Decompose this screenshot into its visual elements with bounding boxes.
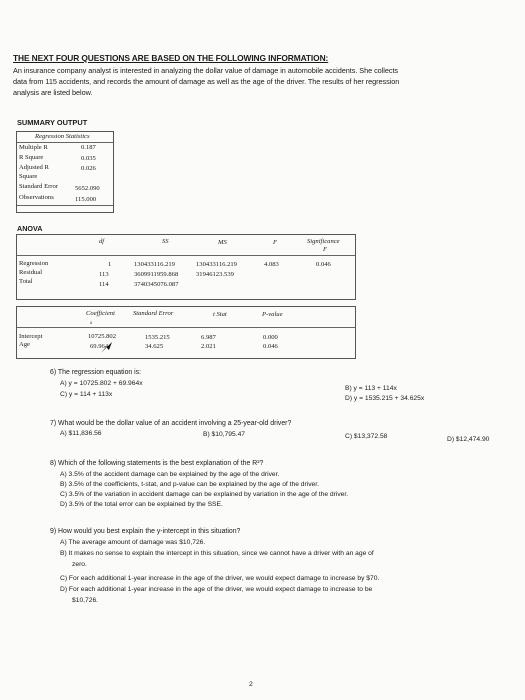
anova-header-f: F	[273, 239, 278, 246]
anova-row-label: Residual	[19, 269, 43, 276]
anova-header-significance-f: F	[323, 246, 328, 253]
regression-statistics-table	[16, 131, 114, 213]
q8-option-d: D) 3.5% of the total error can be explained by the SSE.	[60, 501, 223, 508]
anova-header-df: df	[99, 238, 105, 245]
q8-option-c: C) 3.5% of the variation in accident damage can be explained by variation in the age of the driver.	[60, 491, 349, 498]
q9-option-a: A) The average amount of damage was $10,726.	[60, 539, 206, 546]
coef-cell: 2.021	[201, 343, 216, 350]
coef-cell: 69.964	[90, 343, 109, 350]
anova-title: ANOVA	[17, 224, 43, 233]
anova-cell: 0.046	[316, 261, 331, 268]
q7-option-b: B) $10,795.47	[203, 431, 246, 438]
q9-option-d-line-2: $10,726.	[72, 597, 99, 604]
coef-cell: 34.625	[145, 343, 164, 350]
question-7-stem: 7) What would be the dollar value of an accident involving a 25-year-old driver?	[50, 420, 292, 427]
anova-table	[16, 234, 356, 300]
coefficients-table	[16, 306, 356, 359]
anova-cell: 114	[99, 281, 109, 288]
q9-option-c: C) For each additional 1-year increase in the age of the driver, we would expect damage to increase by $70.	[60, 575, 380, 582]
coef-header-p-value: P-value	[262, 311, 283, 318]
section-header: THE NEXT FOUR QUESTIONS ARE BASED ON THE FOLLOWING INFORMATION:	[13, 53, 329, 63]
stats-label: Square	[19, 173, 38, 180]
stats-value: 0.035	[81, 155, 96, 162]
coef-header-standard-error: Standard Error	[133, 310, 174, 317]
anova-header-significance: Significance	[307, 238, 340, 245]
question-8-stem: 8) Which of the following statements is the best explanation of the R²?	[50, 460, 264, 467]
q6-option-c: C) y = 114 + 113x	[60, 391, 113, 398]
q7-option-c: C) $13,372.58	[345, 433, 388, 440]
stats-label: R Square	[19, 154, 44, 161]
q7-option-a: A) $11,836.56	[60, 430, 102, 437]
summary-title: SUMMARY OUTPUT	[17, 118, 88, 127]
intro-line-2: data from 115 accidents, and records the amount of damage as well as the age of the driver. The results of her regression	[13, 77, 400, 86]
anova-header-ss: SS	[162, 238, 169, 245]
coef-cell: 0.046	[263, 343, 278, 350]
anova-cell: 31946123.539	[196, 271, 234, 278]
mouse-cursor-icon	[100, 341, 114, 355]
coef-row-label: Intercept	[19, 333, 43, 340]
anova-row-label: Regression	[19, 260, 49, 267]
anova-cell: 113	[99, 271, 109, 278]
q6-option-b: B) y = 113 + 114x	[345, 385, 397, 392]
stats-label: Adjusted R	[19, 164, 49, 171]
q6-option-d: D) y = 1535.215 + 34.625x	[345, 395, 425, 402]
stats-label: Standard Error	[19, 183, 58, 190]
intro-line-1: An insurance company analyst is interested in analyzing the dollar value of damage in automobile accidents. She collects	[13, 66, 399, 75]
stats-label: Observations	[19, 194, 54, 201]
coef-header-coefficient: Coefficient	[86, 310, 115, 317]
anova-cell: 4.083	[264, 261, 279, 268]
coef-cell: 10725.802	[88, 333, 117, 340]
q8-option-b: B) 3.5% of the coefficients, t-stat, and p-value can be explained by the age of the driver.	[60, 481, 319, 488]
coef-header-s: s	[90, 320, 93, 326]
anova-cell: 130433116.219	[196, 261, 237, 268]
page-number: 2	[249, 681, 253, 688]
stats-value: 5652.090	[75, 185, 100, 192]
q9-option-d-line-1: D) For each additional 1-year increase in the age of the driver, we would expect damage to increase to be	[60, 586, 373, 593]
stats-label: Multiple R	[19, 144, 48, 151]
intro-line-3: analysis are listed below.	[13, 88, 93, 97]
anova-cell: 1	[108, 261, 112, 268]
stats-title: Regression Statistics	[35, 133, 90, 140]
question-9-stem: 9) How would you best explain the y-intercept in this situation?	[50, 528, 241, 535]
q7-option-d: D) $12,474.90	[447, 436, 490, 443]
coef-cell: 1535.215	[145, 334, 170, 341]
coef-cell: 6.987	[201, 334, 216, 341]
anova-cell: 3740345076.087	[134, 281, 179, 288]
stats-value: 0.187	[81, 144, 96, 151]
coef-header-t-stat: t Stat	[213, 311, 227, 318]
anova-row-label: Total	[19, 278, 33, 285]
q8-option-a: A) 3.5% of the accident damage can be explained by the age of the driver.	[60, 471, 280, 478]
stats-value: 0.026	[81, 165, 96, 172]
anova-cell: 130433116.219	[134, 261, 175, 268]
q9-option-b-line-2: zero.	[72, 561, 87, 568]
anova-header-ms: MS	[218, 239, 227, 246]
question-6-stem: 6) The regression equation is:	[50, 369, 142, 376]
anova-cell: 3609911959.868	[134, 271, 179, 278]
stats-value: 115.000	[75, 196, 97, 203]
coef-cell: 0.000	[263, 334, 278, 341]
q6-option-a: A) y = 10725.802 + 69.964x	[60, 380, 143, 387]
q9-option-b-line-1: B) It makes no sense to explain the intercept in this situation, since we cannot have a driver with an age of	[60, 550, 374, 557]
coef-row-label: Age	[19, 341, 30, 348]
